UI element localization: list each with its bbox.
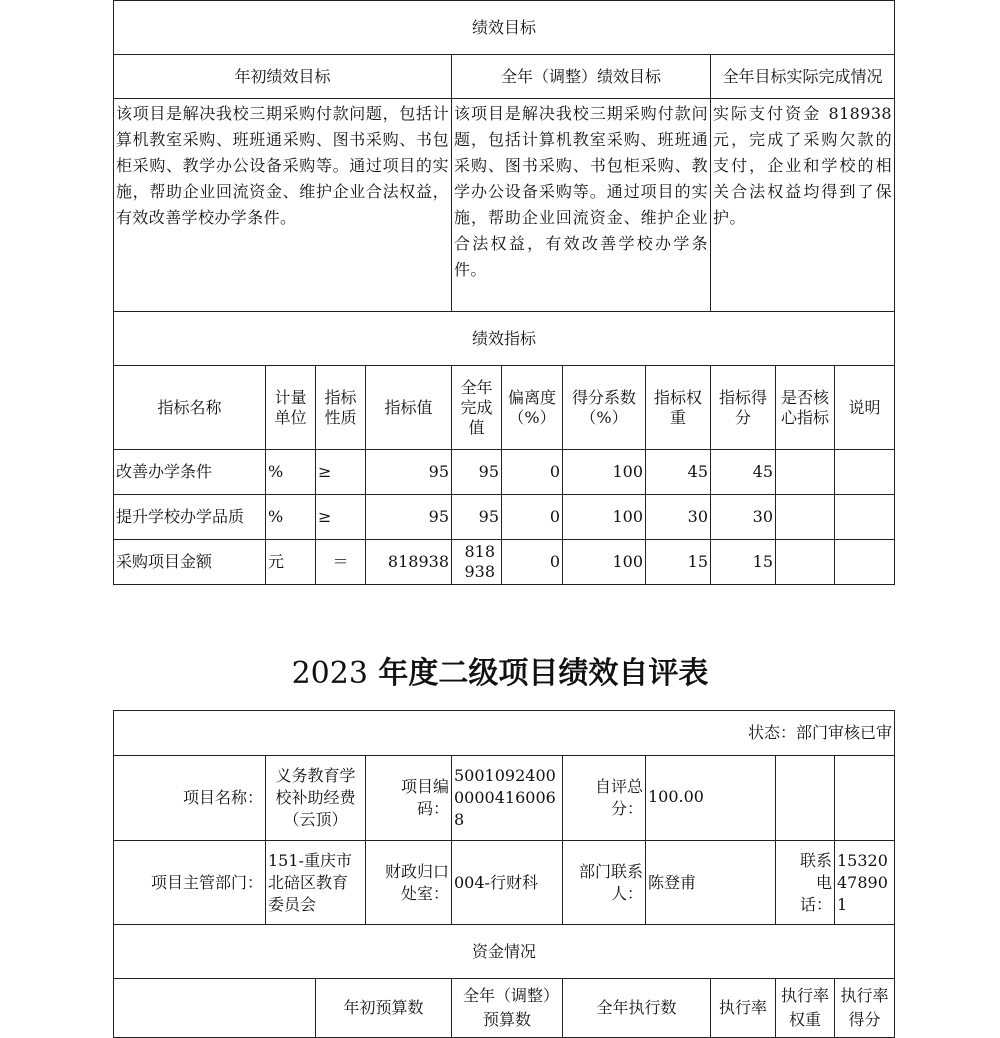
ind-row3-name: 采购项目金额: [113, 539, 266, 585]
ind-row2-unit: %: [265, 494, 316, 540]
goals-initial-text: 该项目是解决我校三期采购付款问题，包括计算机教室采购、班班通采购、图书采购、书包柜采购、教学办公设备采购等。通过项目的实施，帮助企业回流资金、维护企业合法权益，有效改善学校办学条件。: [113, 98, 452, 312]
ind-row3-note: [834, 539, 895, 585]
funds-header-executed: 全年执行数: [562, 978, 711, 1038]
ind-row1-note: [834, 449, 895, 495]
funds-header-initial: 年初预算数: [315, 978, 452, 1038]
goals-header-actual: 全年目标实际完成情况: [710, 54, 895, 99]
ind-row1-score: 45: [710, 449, 776, 495]
funds-header-adjusted: 全年（调整）预算数: [451, 978, 563, 1038]
ind-row3-coefficient: 100: [562, 539, 646, 585]
ind-header-deviation: 偏离度（%）: [501, 365, 563, 450]
ind-row3-completed: 818938: [451, 539, 502, 585]
ind-row2-name: 提升学校办学品质: [113, 494, 266, 540]
ind-row2-coefficient: 100: [562, 494, 646, 540]
score-value: 100.00: [645, 755, 776, 841]
office-value: 004-行财科: [451, 840, 563, 925]
ind-header-core: 是否核心指标: [775, 365, 835, 450]
score-label: 自评总分：: [562, 755, 646, 841]
ind-row3-value: 818938: [365, 539, 452, 585]
dept-label: 项目主管部门：: [113, 840, 266, 925]
ind-row1-coefficient: 100: [562, 449, 646, 495]
ind-row2-core: [775, 494, 835, 540]
ind-row1-weight: 45: [645, 449, 711, 495]
funds-header-rate-score: 执行率得分: [834, 978, 895, 1038]
ind-header-note: 说明: [834, 365, 895, 450]
phone-value: 15320478901: [834, 840, 895, 925]
goals-header-initial: 年初绩效目标: [113, 54, 452, 99]
ind-row2-note: [834, 494, 895, 540]
status-badge: 状态：部门审核已审: [113, 710, 895, 756]
ind-row1-name: 改善办学条件: [113, 449, 266, 495]
ind-row3-deviation: 0: [501, 539, 563, 585]
ind-row1-unit: %: [265, 449, 316, 495]
goals-actual-text: 实际支付资金 818938元，完成了采购欠款的支付，企业和学校的相关合法权益均得到了保护。: [710, 98, 895, 312]
ind-row1-nature: ≥: [315, 449, 366, 495]
goals-section-title: 绩效目标: [113, 0, 895, 55]
ind-header-weight: 指标权重: [645, 365, 711, 450]
ind-row2-nature: ≥: [315, 494, 366, 540]
ind-row3-nature: ＝: [315, 539, 366, 585]
contact-label: 部门联系人：: [562, 840, 646, 925]
project-code-value: 500109240000004160068: [451, 755, 563, 841]
ind-row2-weight: 30: [645, 494, 711, 540]
ind-row3-unit: 元: [265, 539, 316, 585]
funds-header-rate-weight: 执行率权重: [775, 978, 835, 1038]
ind-row2-score: 30: [710, 494, 776, 540]
empty-cell-a: [775, 755, 835, 841]
title-text: 年度二级项目绩效自评表: [378, 656, 709, 691]
project-name-value: 义务教育学校补助经费（云顶）: [265, 755, 366, 841]
ind-row3-weight: 15: [645, 539, 711, 585]
phone-label: 联系电话：: [775, 840, 835, 925]
dept-value: 151-重庆市北碚区教育委员会: [265, 840, 366, 925]
ind-header-score: 指标得分: [710, 365, 776, 450]
empty-cell-b: [834, 755, 895, 841]
ind-row2-value: 95: [365, 494, 452, 540]
contact-value: 陈登甫: [645, 840, 776, 925]
ind-row2-completed: 95: [451, 494, 502, 540]
ind-row2-deviation: 0: [501, 494, 563, 540]
goals-adjusted-text: 该项目是解决我校三期采购付款问题，包括计算机教室采购、班班通采购、图书采购、书包柜采购、教学办公设备采购等。通过项目的实施，帮助企业回流资金、维护企业合法权益，有效改善学校办学条件。: [451, 98, 711, 312]
funds-section-title: 资金情况: [113, 924, 895, 979]
ind-row1-value: 95: [365, 449, 452, 495]
ind-header-coefficient: 得分系数（%）: [562, 365, 646, 450]
ind-row1-core: [775, 449, 835, 495]
ind-row3-score: 15: [710, 539, 776, 585]
ind-row3-core: [775, 539, 835, 585]
goals-header-adjusted: 全年（调整）绩效目标: [451, 54, 711, 99]
ind-header-nature: 指标性质: [315, 365, 366, 450]
ind-row1-completed: 95: [451, 449, 502, 495]
ind-header-completed: 全年完成值: [451, 365, 502, 450]
funds-header-rate: 执行率: [710, 978, 776, 1038]
title-year: 2023: [291, 656, 368, 691]
page-title: [0, 652, 1000, 696]
office-label: 财政归口处室：: [365, 840, 452, 925]
funds-header-blank: [113, 978, 316, 1038]
project-code-label: 项目编码：: [365, 755, 452, 841]
indicators-section-title: 绩效指标: [113, 311, 895, 366]
project-name-label: 项目名称：: [113, 755, 266, 841]
ind-header-unit: 计量单位: [265, 365, 316, 450]
ind-row1-deviation: 0: [501, 449, 563, 495]
ind-header-value: 指标值: [365, 365, 452, 450]
ind-header-name: 指标名称: [113, 365, 266, 450]
